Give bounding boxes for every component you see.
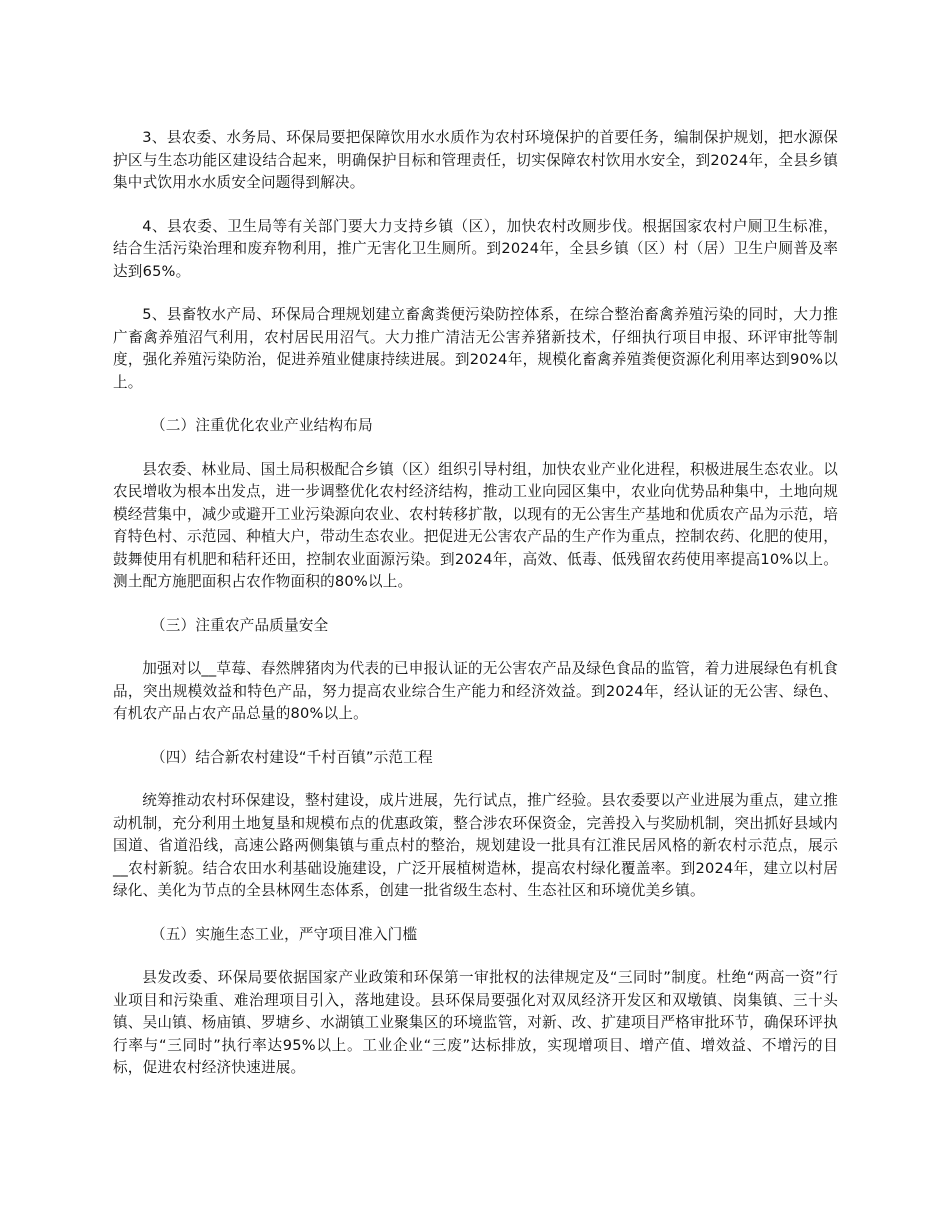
- document-body: [113, 127, 838, 1101]
- paragraph-agri-structure: 县农委、林业局、国土局积极配合乡镇（区）组织引导村组，加快农业产业化进程，积极进展生态农业。以农民增收为根本出发点，进一步调整优化农村经济结构，推动工业向园区集中，农业向优势品种集中，土地向规模经营集中，减少或避开工业污染源向农业、农村转移扩散，以现有的无公害生产基地和优质农产品为示范，培育特色村、示范园、种植大户，带动生态农业。把促进无公害农产品的生产作为重点，控制农药、化肥的使用，鼓舞使用有机肥和秸秆还田，控制农业面源污染。到2024年，高效、低毒、低残留农药使用率提高10%以上。测土配方施肥面积占农作物面积的80%以上。: [113, 460, 838, 590]
- paragraph-new-village: 统筹推动农村环保建设，整村建设，成片进展，先行试点，推广经验。县农委要以产业进展为重点，建立推动机制，充分利用土地复垦和规模布点的优惠政策，整合涉农环保资金，完善投入与奖励机制，突出抓好县域内国道、省道沿线，高速公路两侧集镇与重点村的整治，规划建设一批具有江淮民居风格的新农村示范点，展示__农村新貌。结合农田水利基础设施建设，广泛开展植树造林，提高农村绿化覆盖率。到2024年，建立以村居绿化、美化为节点的全县林网生态体系，创建一批省级生态村、生态社区和环境优美乡镇。: [113, 792, 838, 899]
- section-heading-5: （五）实施生态工业，严守项目准入门槛: [150, 925, 418, 943]
- paragraph-product-quality: 加强对以__草莓、春然牌猪肉为代表的已申报认证的无公害农产品及绿色食品的监管，着力进展绿色有机食品，突出规模效益和特色产品，努力提高农业综合生产能力和经济效益。到2024年，经认证的无公害、绿色、有机农产品占农产品总量的80%以上。: [113, 660, 838, 722]
- paragraph-eco-industry: 县发改委、环保局要依据国家产业政策和环保第一审批权的法律规定及“三同时”制度。杜绝“两高一资”行业项目和污染重、难治理项目引入，落地建设。县环保局要强化对双凤经济开发区和双墩镇、岗集镇、三十头镇、吴山镇、杨庙镇、罗塘乡、水湖镇工业聚集区的环境监管，对新、改、扩建项目严格审批环节，确保环评执行率与“三同时”执行率达95%以上。工业企业“三废”达标排放，实现增项目、增产值、增效益、不增污的目标，促进农村经济快速进展。: [113, 969, 838, 1076]
- paragraph-toilet-reform: 4、县农委、卫生局等有关部门要大力支持乡镇（区），加快农村改厕步伐。根据国家农村户厕卫生标准，结合生活污染治理和废弃物利用，推广无害化卫生厕所。到2024年，全县乡镇（区）村（居）卫生户厕普及率达到65%。: [113, 217, 838, 280]
- section-heading-2: （二）注重优化农业产业结构布局: [150, 417, 373, 434]
- section-heading-4: （四）结合新农村建设“千村百镇”示范工程: [150, 748, 433, 766]
- paragraph-drinking-water: 3、县农委、水务局、环保局要把保障饮用水水质作为农村环境保护的首要任务，编制保护规划，把水源保护区与生态功能区建设结合起来，明确保护目标和管理责任，切实保障农村饮用水安全，到2024年，全县乡镇集中式饮用水水质安全问题得到解决。: [113, 129, 838, 191]
- section-heading-3: （三）注重农产品质量安全: [150, 616, 329, 634]
- paragraph-livestock-pollution: 5、县畜牧水产局、环保局合理规划建立畜禽粪便污染防控体系，在综合整治畜禽养殖污染的同时，大力推广畜禽养殖沼气利用，农村居民用沼气。大力推广清洁无公害养猪新技术，仔细执行项目申报、环评审批等制度，强化养殖污染防治，促进养殖业健康持续进展。到2024年，规模化畜禽养殖粪便资源化利用率达到90%以上。: [113, 306, 838, 391]
